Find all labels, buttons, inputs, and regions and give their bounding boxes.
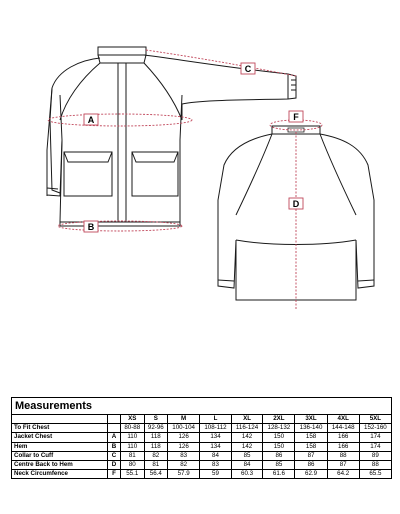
front-jacket-outline	[47, 47, 296, 226]
table-cell: 65.5	[359, 470, 391, 479]
size-header-row	[12, 415, 392, 424]
row-label: Collar to Cuff	[12, 451, 108, 460]
row-label: Centre Back to Hem	[12, 460, 108, 469]
table-cell: 55.1	[121, 470, 145, 479]
table-cell: 83	[200, 460, 232, 469]
table-cell: 56.4	[144, 470, 168, 479]
row-code: B	[108, 442, 121, 451]
svg-text:B: B	[87, 222, 95, 232]
table-row	[12, 451, 392, 460]
row-code: D	[108, 460, 121, 469]
size-header: 3XL	[295, 415, 327, 424]
table-cell: 166	[327, 433, 359, 442]
table-cell: 80-88	[121, 424, 145, 433]
table-cell: 142	[231, 442, 263, 451]
table-cell: 86	[295, 460, 327, 469]
measure-a-line	[48, 114, 192, 126]
header-blank	[12, 415, 108, 424]
table-cell: 82	[168, 460, 200, 469]
table-cell: 144-148	[327, 424, 359, 433]
size-header: 2XL	[263, 415, 295, 424]
table-cell: 118	[144, 442, 168, 451]
measurements-panel	[11, 397, 392, 479]
svg-text:F: F	[293, 112, 299, 122]
table-cell: 80	[121, 460, 145, 469]
row-code: F	[108, 470, 121, 479]
table-cell: 134	[200, 442, 232, 451]
table-cell: 84	[231, 460, 263, 469]
label-f	[289, 111, 303, 122]
table-cell: 82	[144, 451, 168, 460]
table-cell: 126	[168, 442, 200, 451]
table-cell: 100-104	[168, 424, 200, 433]
label-a	[84, 114, 98, 125]
svg-text:A: A	[87, 115, 95, 125]
table-cell: 88	[359, 460, 391, 469]
table-cell: 158	[295, 442, 327, 451]
label-b	[84, 221, 98, 232]
table-cell: 85	[231, 451, 263, 460]
size-header: M	[168, 415, 200, 424]
label-c	[241, 63, 255, 74]
table-cell: 116-124	[231, 424, 263, 433]
table-cell: 126	[168, 433, 200, 442]
table-cell: 118	[144, 433, 168, 442]
table-cell: 108-112	[200, 424, 232, 433]
svg-text:D: D	[292, 199, 300, 209]
table-cell: 88	[327, 451, 359, 460]
row-code: C	[108, 451, 121, 460]
row-code: A	[108, 433, 121, 442]
table-cell: 128-132	[263, 424, 295, 433]
table-cell: 61.6	[263, 470, 295, 479]
row-label: To Fit Chest	[12, 424, 108, 433]
table-cell: 152-160	[359, 424, 391, 433]
row-label: Hem	[12, 442, 108, 451]
size-header: XL	[231, 415, 263, 424]
table-cell: 110	[121, 442, 145, 451]
table-cell: 158	[295, 433, 327, 442]
table-cell: 81	[121, 451, 145, 460]
table-cell: 64.2	[327, 470, 359, 479]
table-row	[12, 460, 392, 469]
table-row	[12, 442, 392, 451]
table-row	[12, 433, 392, 442]
table-cell: 92-96	[144, 424, 168, 433]
table-cell: 85	[263, 460, 295, 469]
table-cell: 174	[359, 433, 391, 442]
table-cell: 87	[295, 451, 327, 460]
row-label: Jacket Chest	[12, 433, 108, 442]
table-cell: 83	[168, 451, 200, 460]
table-cell: 166	[327, 442, 359, 451]
measurements-title: Measurements	[11, 397, 392, 414]
table-cell: 62.9	[295, 470, 327, 479]
fit-chest-row	[12, 424, 392, 433]
table-cell: 136-140	[295, 424, 327, 433]
table-cell: 86	[263, 451, 295, 460]
row-code	[108, 424, 121, 433]
size-header: L	[200, 415, 232, 424]
table-cell: 81	[144, 460, 168, 469]
label-d	[289, 198, 303, 209]
size-header: S	[144, 415, 168, 424]
table-cell: 87	[327, 460, 359, 469]
table-cell: 84	[200, 451, 232, 460]
table-cell: 59	[200, 470, 232, 479]
table-cell: 150	[263, 433, 295, 442]
measure-c-line	[146, 50, 296, 76]
size-header: 5XL	[359, 415, 391, 424]
table-row	[12, 470, 392, 479]
svg-text:C: C	[244, 64, 252, 74]
size-header: XS	[121, 415, 145, 424]
size-table	[11, 414, 392, 479]
size-header: 4XL	[327, 415, 359, 424]
table-cell: 150	[263, 442, 295, 451]
header-code-blank	[108, 415, 121, 424]
table-cell: 57.9	[168, 470, 200, 479]
table-cell: 134	[200, 433, 232, 442]
table-cell: 60.3	[231, 470, 263, 479]
table-cell: 110	[121, 433, 145, 442]
row-label: Neck Circumfence	[12, 470, 108, 479]
table-cell: 174	[359, 442, 391, 451]
table-cell: 89	[359, 451, 391, 460]
table-cell: 142	[231, 433, 263, 442]
